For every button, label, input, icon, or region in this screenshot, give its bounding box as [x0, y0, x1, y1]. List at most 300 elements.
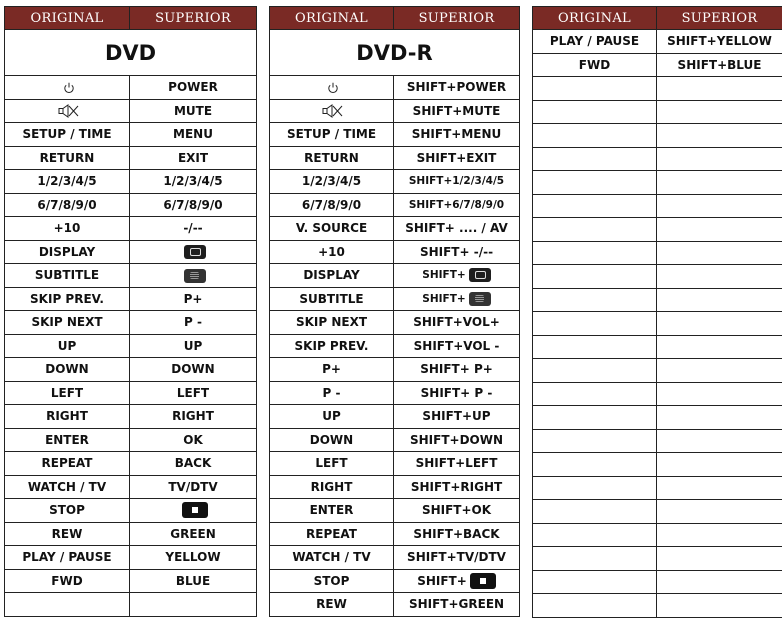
superior-cell	[394, 311, 520, 335]
superior-cell-text: SHIFT+ P+	[420, 362, 493, 377]
table-title: DVD-R	[270, 30, 520, 76]
table-row	[270, 123, 520, 147]
table-row	[5, 123, 257, 147]
original-cell-text: LEFT	[50, 385, 84, 400]
superior-cell	[130, 381, 257, 405]
superior-cell-text: BACK	[174, 456, 212, 471]
original-cell	[5, 358, 130, 382]
original-cell	[5, 123, 130, 147]
table-title: DVD	[5, 30, 257, 76]
table-row	[5, 593, 257, 617]
superior-cell-text: P -	[184, 315, 202, 330]
original-cell-text: 1/2/3/4/5	[37, 174, 97, 189]
superior-cell	[394, 546, 520, 570]
original-cell-text: SUBTITLE	[34, 268, 100, 283]
superior-cell	[657, 406, 782, 430]
table-row	[270, 405, 520, 429]
table-row	[533, 406, 782, 430]
superior-cell	[394, 405, 520, 429]
original-cell	[533, 382, 657, 406]
superior-cell-text: SHIFT+ -/--	[419, 244, 494, 259]
stop-button-icon	[182, 502, 208, 518]
superior-cell-text: SHIFT+MENU	[411, 127, 502, 142]
original-cell	[270, 546, 394, 570]
power-icon	[63, 82, 75, 94]
subtitle-button-icon	[184, 269, 206, 283]
table-row	[270, 546, 520, 570]
original-cell	[270, 381, 394, 405]
title-row	[270, 30, 520, 76]
original-cell	[5, 264, 130, 288]
original-cell	[270, 358, 394, 382]
header-superior: SUPERIOR	[657, 7, 782, 30]
table-row	[270, 217, 520, 241]
table-row	[5, 569, 257, 593]
original-cell	[5, 499, 130, 523]
superior-cell	[130, 358, 257, 382]
table-row	[5, 287, 257, 311]
table-row	[5, 193, 257, 217]
original-cell	[270, 123, 394, 147]
superior-cell	[394, 123, 520, 147]
table-row	[270, 146, 520, 170]
original-cell	[533, 288, 657, 312]
superior-cell-text: MENU	[173, 127, 213, 142]
superior-cell-text: P+	[183, 291, 203, 306]
superior-cell	[130, 475, 257, 499]
original-cell	[270, 217, 394, 241]
original-cell	[533, 500, 657, 524]
dvd-mapping-table	[4, 6, 257, 617]
original-cell-text: SKIP PREV.	[294, 338, 369, 353]
original-cell-text: SKIP PREV.	[30, 291, 104, 306]
table-row	[533, 382, 782, 406]
superior-cell-text: YELLOW	[165, 550, 221, 565]
table-row	[270, 452, 520, 476]
original-cell-text: P -	[322, 385, 341, 400]
superior-cell	[657, 453, 782, 477]
superior-cell	[130, 287, 257, 311]
header-superior: SUPERIOR	[130, 7, 257, 30]
original-cell	[5, 99, 130, 123]
power-icon	[327, 82, 339, 94]
superior-cell	[657, 124, 782, 148]
superior-cell-text: SHIFT+	[422, 292, 466, 305]
superior-cell-text: SHIFT+UP	[422, 409, 491, 424]
table-row	[270, 264, 520, 288]
superior-cell-text: TV/DTV	[168, 479, 218, 494]
superior-cell-text: OK	[183, 432, 203, 447]
table-row	[533, 594, 782, 618]
original-cell-text: SKIP NEXT	[295, 315, 368, 330]
superior-cell-text: RIGHT	[172, 409, 214, 424]
table-row	[533, 288, 782, 312]
original-cell	[533, 453, 657, 477]
superior-cell	[657, 359, 782, 383]
table-row	[270, 240, 520, 264]
superior-cell	[657, 241, 782, 265]
table-row	[533, 547, 782, 571]
superior-cell	[130, 452, 257, 476]
original-cell	[5, 76, 130, 100]
header-row	[5, 7, 257, 30]
header-original: ORIGINAL	[5, 7, 130, 30]
table-row	[5, 452, 257, 476]
superior-cell	[394, 522, 520, 546]
table-row	[533, 53, 782, 77]
header-original: ORIGINAL	[270, 7, 394, 30]
original-cell	[533, 171, 657, 195]
table-row	[270, 311, 520, 335]
superior-cell	[130, 311, 257, 335]
superior-cell-text: SHIFT+TV/DTV	[407, 550, 506, 565]
superior-cell	[657, 77, 782, 101]
original-cell-text: 6/7/8/9/0	[301, 197, 362, 212]
superior-cell-text: SHIFT+1/2/3/4/5	[408, 175, 505, 188]
table-row	[533, 77, 782, 101]
table-row	[270, 569, 520, 593]
original-cell	[270, 452, 394, 476]
superior-cell	[130, 569, 257, 593]
original-cell	[533, 570, 657, 594]
mute-icon	[322, 104, 344, 118]
table-row	[533, 523, 782, 547]
display-button-icon	[184, 245, 206, 259]
table-row	[533, 312, 782, 336]
table-row	[270, 593, 520, 617]
original-cell	[5, 287, 130, 311]
original-cell-text: DOWN	[309, 432, 354, 447]
superior-cell-text: 6/7/8/9/0	[163, 197, 223, 212]
table-row	[533, 453, 782, 477]
superior-cell-text: SHIFT+MUTE	[412, 103, 501, 118]
table-row	[270, 76, 520, 100]
table-row	[270, 334, 520, 358]
superior-cell	[394, 240, 520, 264]
superior-cell-text: SHIFT+LEFT	[415, 456, 498, 471]
header-row	[270, 7, 520, 30]
original-cell	[5, 311, 130, 335]
superior-cell-text: SHIFT+	[422, 269, 466, 282]
original-cell-text: STOP	[49, 503, 85, 518]
table-row	[533, 476, 782, 500]
superior-cell	[657, 500, 782, 524]
original-cell-text: 6/7/8/9/0	[37, 197, 97, 212]
original-cell	[5, 240, 130, 264]
table-row	[270, 499, 520, 523]
table-row	[533, 265, 782, 289]
superior-cell-text: SHIFT+OK	[421, 503, 492, 518]
table-row	[5, 522, 257, 546]
superior-cell	[394, 358, 520, 382]
superior-cell	[394, 146, 520, 170]
superior-cell	[130, 546, 257, 570]
header-original: ORIGINAL	[533, 7, 657, 30]
original-cell-text: SETUP / TIME	[22, 127, 112, 142]
original-cell	[5, 193, 130, 217]
original-cell-text: UP	[322, 409, 341, 424]
superior-cell-text: SHIFT+EXIT	[416, 150, 497, 165]
original-cell	[533, 265, 657, 289]
table-row	[533, 359, 782, 383]
original-cell	[5, 546, 130, 570]
superior-cell	[394, 499, 520, 523]
original-cell	[533, 100, 657, 124]
original-cell	[533, 594, 657, 618]
original-cell	[270, 240, 394, 264]
superior-cell	[657, 30, 782, 54]
superior-cell	[394, 287, 520, 311]
superior-cell-text: SHIFT+VOL -	[413, 338, 500, 353]
table-row	[5, 217, 257, 241]
original-cell-text: WATCH / TV	[292, 550, 371, 565]
original-cell-text: SETUP / TIME	[286, 127, 377, 142]
table-row	[533, 429, 782, 453]
original-cell	[533, 359, 657, 383]
superior-cell	[394, 99, 520, 123]
original-cell-text: DOWN	[45, 362, 89, 377]
original-cell	[533, 77, 657, 101]
superior-cell-text: SHIFT+YELLOW	[667, 34, 772, 49]
original-cell	[5, 593, 130, 617]
title-row	[5, 30, 257, 76]
superior-cell	[657, 171, 782, 195]
original-cell	[270, 499, 394, 523]
table-row	[270, 475, 520, 499]
table-row	[270, 522, 520, 546]
table-row	[270, 428, 520, 452]
table-row	[5, 311, 257, 335]
original-cell	[533, 476, 657, 500]
table-row	[533, 100, 782, 124]
superior-cell-text: SHIFT+DOWN	[409, 432, 504, 447]
table-row	[5, 475, 257, 499]
superior-cell	[394, 475, 520, 499]
superior-cell	[657, 429, 782, 453]
table-row	[533, 194, 782, 218]
original-cell	[533, 30, 657, 54]
table-row	[533, 147, 782, 171]
original-cell	[5, 522, 130, 546]
table-row	[5, 428, 257, 452]
original-cell	[270, 334, 394, 358]
original-cell-text: SUBTITLE	[299, 291, 364, 306]
original-cell-text: REW	[51, 526, 83, 541]
superior-cell	[130, 334, 257, 358]
superior-cell	[657, 570, 782, 594]
superior-cell	[657, 312, 782, 336]
table-row	[533, 570, 782, 594]
original-cell-text: REPEAT	[306, 526, 357, 541]
original-cell-text: UP	[57, 338, 77, 353]
table-row	[533, 124, 782, 148]
superior-cell	[657, 335, 782, 359]
original-cell-text: V. SOURCE	[295, 221, 368, 236]
original-cell	[270, 170, 394, 194]
table-row	[270, 99, 520, 123]
original-cell-text: REPEAT	[41, 456, 93, 471]
original-cell	[533, 547, 657, 571]
original-cell	[270, 593, 394, 617]
superior-cell	[130, 217, 257, 241]
superior-cell	[657, 382, 782, 406]
superior-cell	[657, 53, 782, 77]
table-row	[270, 170, 520, 194]
original-cell	[5, 170, 130, 194]
original-cell-text: +10	[318, 244, 345, 259]
superior-cell-text: DOWN	[171, 362, 215, 377]
original-cell-text: ENTER	[45, 432, 89, 447]
superior-cell-text: SHIFT+ P -	[420, 385, 493, 400]
superior-cell-text: MUTE	[173, 103, 213, 118]
original-cell-text: ENTER	[309, 503, 354, 518]
table-row	[5, 499, 257, 523]
superior-cell	[657, 194, 782, 218]
superior-cell	[394, 193, 520, 217]
table-row	[5, 99, 257, 123]
superior-cell	[130, 193, 257, 217]
original-cell	[533, 406, 657, 430]
original-cell-text: LEFT	[315, 456, 348, 471]
table-row	[5, 381, 257, 405]
superior-cell-text: UP	[183, 338, 203, 353]
original-cell	[270, 428, 394, 452]
superior-cell	[130, 499, 257, 523]
table-row	[270, 358, 520, 382]
original-cell-text: RIGHT	[310, 479, 353, 494]
dvd-r-mapping-table	[269, 6, 520, 617]
superior-cell	[394, 170, 520, 194]
superior-cell	[657, 265, 782, 289]
superior-cell-text: SHIFT+GREEN	[408, 597, 505, 612]
original-cell	[270, 311, 394, 335]
superior-cell-text: SHIFT+BACK	[413, 526, 500, 541]
superior-cell	[130, 264, 257, 288]
original-cell	[533, 523, 657, 547]
table-row	[533, 500, 782, 524]
superior-cell-text: -/--	[183, 221, 203, 236]
header-row	[533, 7, 782, 30]
extra-mapping-table	[532, 6, 782, 618]
superior-cell-text: EXIT	[177, 150, 209, 165]
original-cell	[533, 194, 657, 218]
original-cell-text: FWD	[51, 573, 83, 588]
table-row	[5, 146, 257, 170]
superior-cell	[130, 123, 257, 147]
mute-icon	[58, 104, 80, 118]
table-row	[5, 76, 257, 100]
superior-cell-text: SHIFT+RIGHT	[410, 479, 503, 494]
superior-cell	[657, 218, 782, 242]
original-cell	[270, 569, 394, 593]
superior-cell	[394, 264, 520, 288]
superior-cell	[657, 476, 782, 500]
original-cell	[5, 217, 130, 241]
superior-cell	[130, 76, 257, 100]
original-cell-text: PLAY / PAUSE	[549, 34, 640, 49]
superior-cell	[394, 217, 520, 241]
table-row	[533, 218, 782, 242]
subtitle-button-icon	[469, 292, 491, 306]
original-cell-text: DISPLAY	[38, 244, 96, 259]
original-cell	[5, 146, 130, 170]
superior-cell	[394, 452, 520, 476]
original-cell	[270, 264, 394, 288]
original-cell	[270, 146, 394, 170]
superior-cell	[394, 381, 520, 405]
superior-cell	[657, 547, 782, 571]
original-cell-text: RETURN	[304, 150, 359, 165]
original-cell	[5, 452, 130, 476]
original-cell	[533, 218, 657, 242]
table-row	[5, 334, 257, 358]
superior-cell	[394, 428, 520, 452]
table-row	[5, 170, 257, 194]
superior-cell	[657, 100, 782, 124]
original-cell	[5, 405, 130, 429]
original-cell-text: PLAY / PAUSE	[22, 550, 112, 565]
superior-cell	[130, 170, 257, 194]
original-cell-text: P+	[322, 362, 341, 377]
table-row	[533, 241, 782, 265]
original-cell	[270, 522, 394, 546]
superior-cell	[394, 569, 520, 593]
original-cell	[5, 381, 130, 405]
superior-cell	[130, 99, 257, 123]
table-row	[270, 381, 520, 405]
original-cell	[270, 193, 394, 217]
original-cell-text: WATCH / TV	[27, 479, 107, 494]
original-cell	[533, 53, 657, 77]
superior-cell-text: POWER	[168, 80, 218, 95]
table-row	[5, 264, 257, 288]
original-cell-text: RIGHT	[46, 409, 88, 424]
table-row	[270, 287, 520, 311]
original-cell	[270, 287, 394, 311]
superior-cell-text: SHIFT+POWER	[406, 80, 507, 95]
table-row	[5, 405, 257, 429]
superior-cell-text: SHIFT+	[417, 573, 467, 588]
table-row	[270, 193, 520, 217]
table-row	[5, 546, 257, 570]
header-superior: SUPERIOR	[394, 7, 520, 30]
original-cell	[5, 475, 130, 499]
superior-cell	[130, 146, 257, 170]
superior-cell-text: 1/2/3/4/5	[163, 174, 223, 189]
original-cell	[5, 569, 130, 593]
original-cell	[533, 429, 657, 453]
original-cell-text: 1/2/3/4/5	[301, 174, 362, 189]
stop-button-icon	[470, 573, 496, 589]
table-row	[5, 240, 257, 264]
original-cell	[270, 99, 394, 123]
superior-cell	[394, 76, 520, 100]
superior-cell-text: BLUE	[175, 573, 211, 588]
original-cell-text: FWD	[578, 57, 611, 72]
superior-cell-text: SHIFT+ .... / AV	[405, 221, 508, 236]
original-cell-text: RETURN	[39, 150, 95, 165]
original-cell	[533, 147, 657, 171]
superior-cell	[657, 594, 782, 618]
original-cell	[533, 312, 657, 336]
superior-cell	[394, 593, 520, 617]
superior-cell	[657, 523, 782, 547]
original-cell	[270, 475, 394, 499]
original-cell	[533, 124, 657, 148]
superior-cell	[130, 405, 257, 429]
original-cell-text: +10	[53, 221, 81, 236]
original-cell-text: SKIP NEXT	[31, 315, 103, 330]
